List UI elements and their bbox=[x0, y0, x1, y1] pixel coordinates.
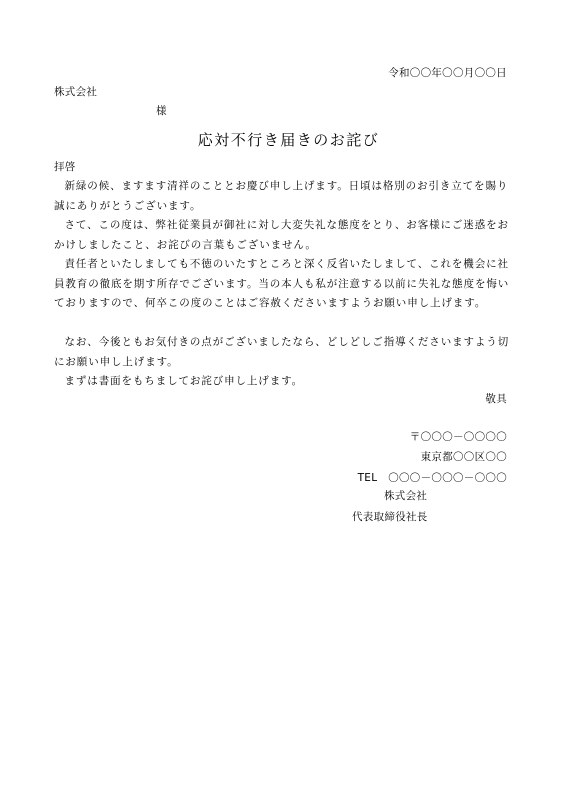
recipient-honorific: 様 bbox=[156, 105, 167, 117]
sender-address: 東京都〇〇区〇〇 bbox=[420, 451, 507, 463]
recipient-company: 株式会社 bbox=[54, 86, 98, 98]
letter-body bbox=[54, 177, 510, 392]
salutation: 拝啓 bbox=[54, 161, 76, 173]
letter-title: 応対不行き届きのお詫び bbox=[197, 131, 380, 149]
letter-date: 令和〇〇年〇〇月〇〇日 bbox=[388, 67, 507, 79]
sender-company: 株式会社 bbox=[384, 490, 428, 502]
closing: 敬具 bbox=[485, 393, 507, 405]
body-paragraph-conclusion: まずは書面をもちましてお詫び申し上げます。 bbox=[64, 375, 304, 387]
sender-postal-code: 〒〇〇〇－〇〇〇〇 bbox=[409, 431, 507, 443]
body-paragraph-request: なお、今後ともお気付きの点がございましたなら、どしどしご指導くださいますよう切にお願い申し上げます。 bbox=[54, 336, 510, 368]
body-paragraph-responsibility: 責任者といたしましても不徳のいたすところと深く反省いたしまして、これを機会に社員教育の徹底を期す所存でございます。当の本人も私が注意する以前に失礼な態度を悔いておりますので、何卒この度のことはご容赦くださいますようお願い申し上げます。 bbox=[54, 258, 510, 309]
body-paragraph-greeting: 新緑の候、ますます清祥のこととお慶び申し上げます。日頃は格別のお引き立てを賜り誠にありがとうございます。 bbox=[54, 180, 509, 212]
body-paragraph-apology: さて、この度は、弊社従業員が御社に対し大変失礼な態度をとり、お客様にご迷惑をおかけしましたこと、お詫びの言葉もございません。 bbox=[54, 219, 509, 251]
sender-tel: TEL 〇〇〇－〇〇〇－〇〇〇 bbox=[357, 472, 507, 484]
sender-position: 代表取締役社長 bbox=[352, 511, 428, 523]
